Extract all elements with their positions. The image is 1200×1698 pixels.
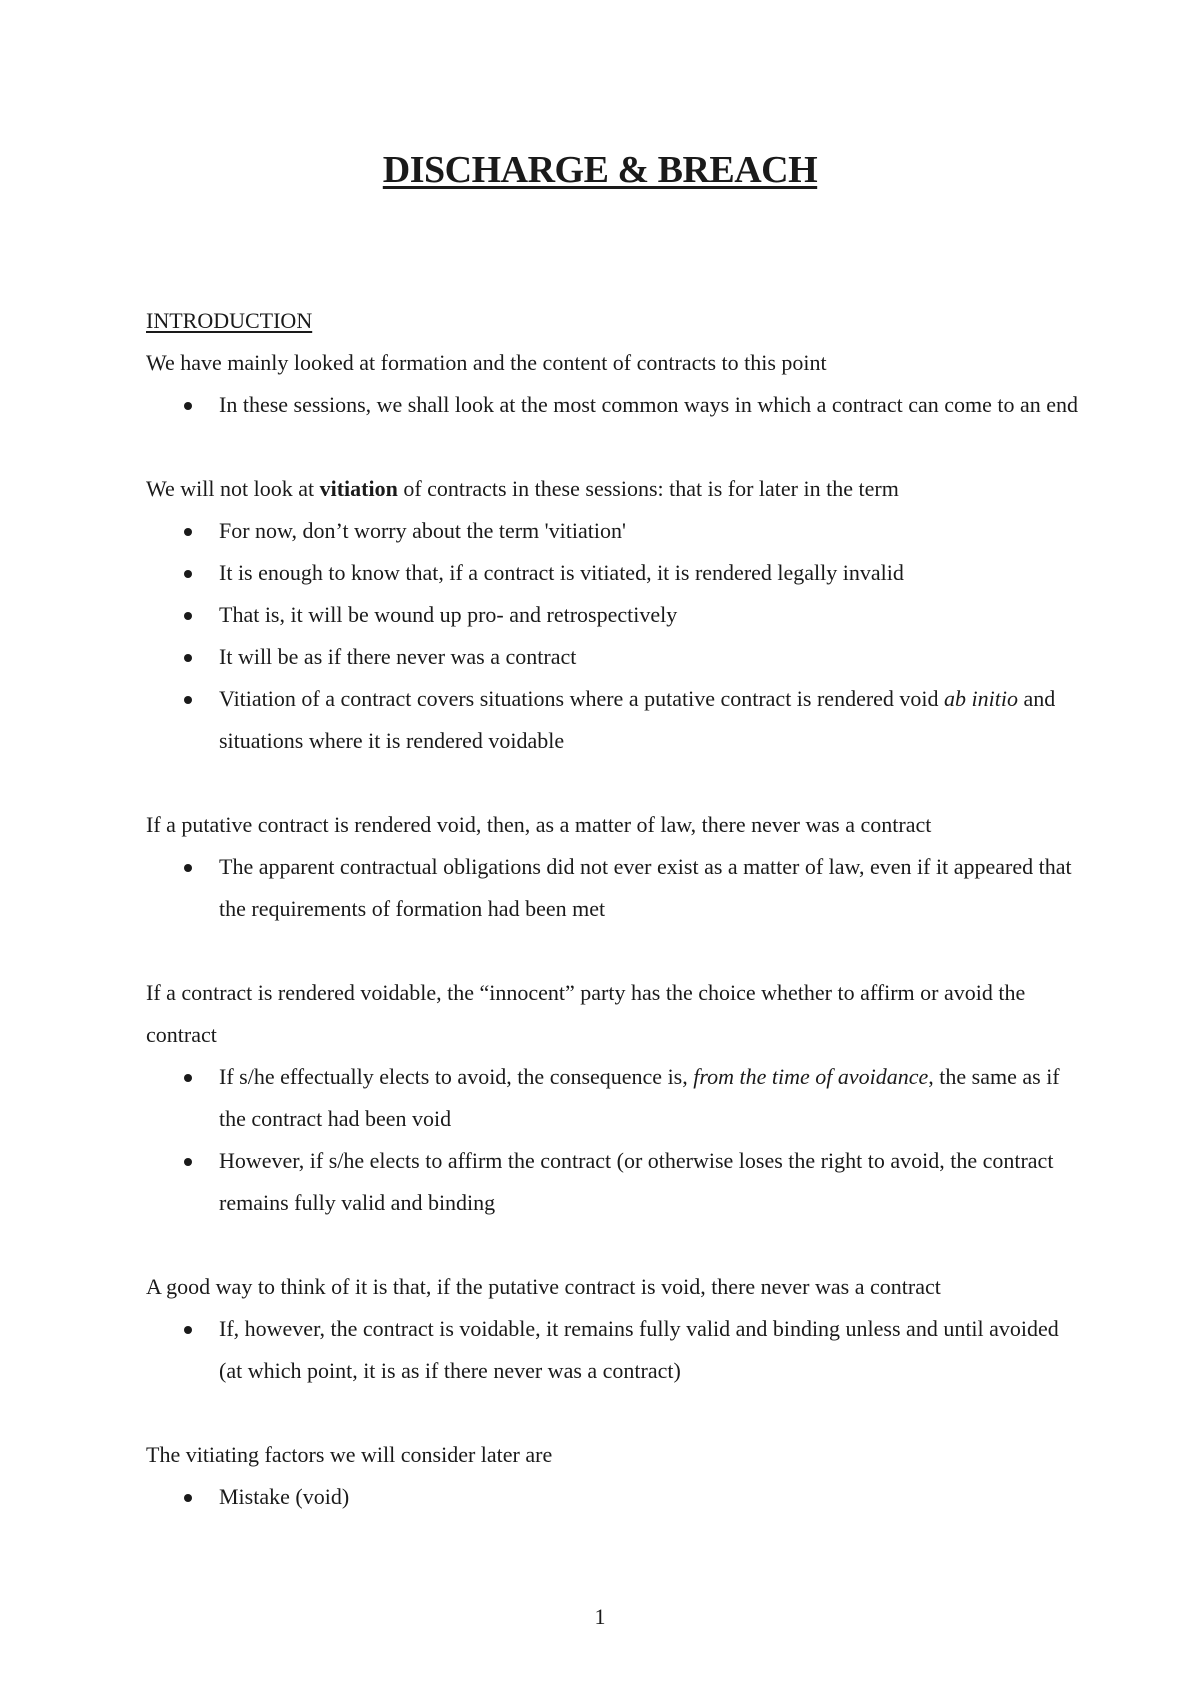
text-run: That is, it will be wound up pro- and retrospectively — [219, 602, 678, 627]
text-run: In these sessions, we shall look at the most common ways in which a contract can come to an end — [219, 392, 1079, 417]
text-run: It will be as if there never was a contract — [219, 644, 577, 669]
text-run: However, if s/he elects to affirm the contract (or otherwise loses the right to avoid, the contract remains fully valid and binding — [219, 1148, 1054, 1215]
text-run: For now, don’t worry about the term 'vitiation' — [219, 518, 626, 543]
text-run: The apparent contractual obligations did not ever exist as a matter of law, even if it appeared that the requirements of formation had been met — [219, 854, 1072, 921]
bullet-item — [146, 636, 1086, 678]
content-section — [146, 468, 1086, 762]
italic-phrase: ab initio — [944, 686, 1018, 711]
text-run: of contracts in these sessions: that is for later in the term — [397, 476, 899, 501]
bullet-list — [146, 384, 1086, 426]
text-run: If, however, the contract is voidable, it remains fully valid and binding unless and until avoided (at which point, it is as if there never was a contract) — [219, 1316, 1059, 1383]
section-heading-introduction: INTRODUCTION — [146, 308, 313, 333]
bullet-item — [146, 594, 1086, 636]
text-run: We will not look at — [146, 476, 320, 501]
document-title: DISCHARGE & BREACH — [382, 149, 818, 191]
bullet-item — [146, 552, 1086, 594]
text-run: It is enough to know that, if a contract is vitiated, it is rendered legally invalid — [219, 560, 904, 585]
text-run: If s/he effectually elects to avoid, the consequence is, — [219, 1064, 694, 1089]
section-lead-paragraph — [146, 1434, 1086, 1476]
content-section — [146, 972, 1086, 1224]
bullet-list — [146, 1308, 1086, 1392]
text-run: Mistake (void) — [219, 1484, 350, 1509]
text-run: If a contract is rendered voidable, the “innocent” party has the choice whether to affirm or avoid the contract — [146, 980, 1026, 1047]
section-lead-paragraph — [146, 804, 1086, 846]
bullet-item — [146, 1140, 1086, 1224]
section-lead-paragraph — [146, 972, 1086, 1056]
bold-term: vitiation — [319, 476, 398, 501]
content-section — [146, 1266, 1086, 1392]
page-number: 1 — [594, 1604, 606, 1629]
bullet-item — [146, 846, 1086, 930]
document-body — [146, 300, 1086, 1560]
text-run: , the same as if the contract had been void — [219, 1064, 1060, 1131]
content-section — [146, 1434, 1086, 1518]
bullet-item — [146, 1308, 1086, 1392]
text-run: and situations where it is rendered voidable — [219, 686, 1056, 753]
bullet-item — [146, 678, 1086, 762]
content-section — [146, 804, 1086, 930]
section-lead-paragraph — [146, 468, 1086, 510]
text-run: The vitiating factors we will consider later are — [146, 1442, 553, 1467]
italic-phrase: from the time of avoidance — [693, 1064, 929, 1089]
bullet-item — [146, 384, 1086, 426]
text-run: Vitiation of a contract covers situations where a putative contract is rendered void — [219, 686, 945, 711]
text-run: A good way to think of it is that, if the putative contract is void, there never was a contract — [146, 1274, 941, 1299]
section-lead-paragraph — [146, 342, 1086, 384]
content-section — [146, 342, 1086, 426]
text-run: If a putative contract is rendered void, then, as a matter of law, there never was a contract — [146, 812, 932, 837]
section-lead-paragraph — [146, 1266, 1086, 1308]
sections-container — [146, 342, 1086, 1518]
bullet-item — [146, 1056, 1086, 1140]
bullet-item — [146, 510, 1086, 552]
bullet-list — [146, 1056, 1086, 1224]
bullet-list — [146, 846, 1086, 930]
text-run: We have mainly looked at formation and the content of contracts to this point — [146, 350, 827, 375]
bullet-item — [146, 1476, 1086, 1518]
bullet-list — [146, 510, 1086, 762]
bullet-list — [146, 1476, 1086, 1518]
